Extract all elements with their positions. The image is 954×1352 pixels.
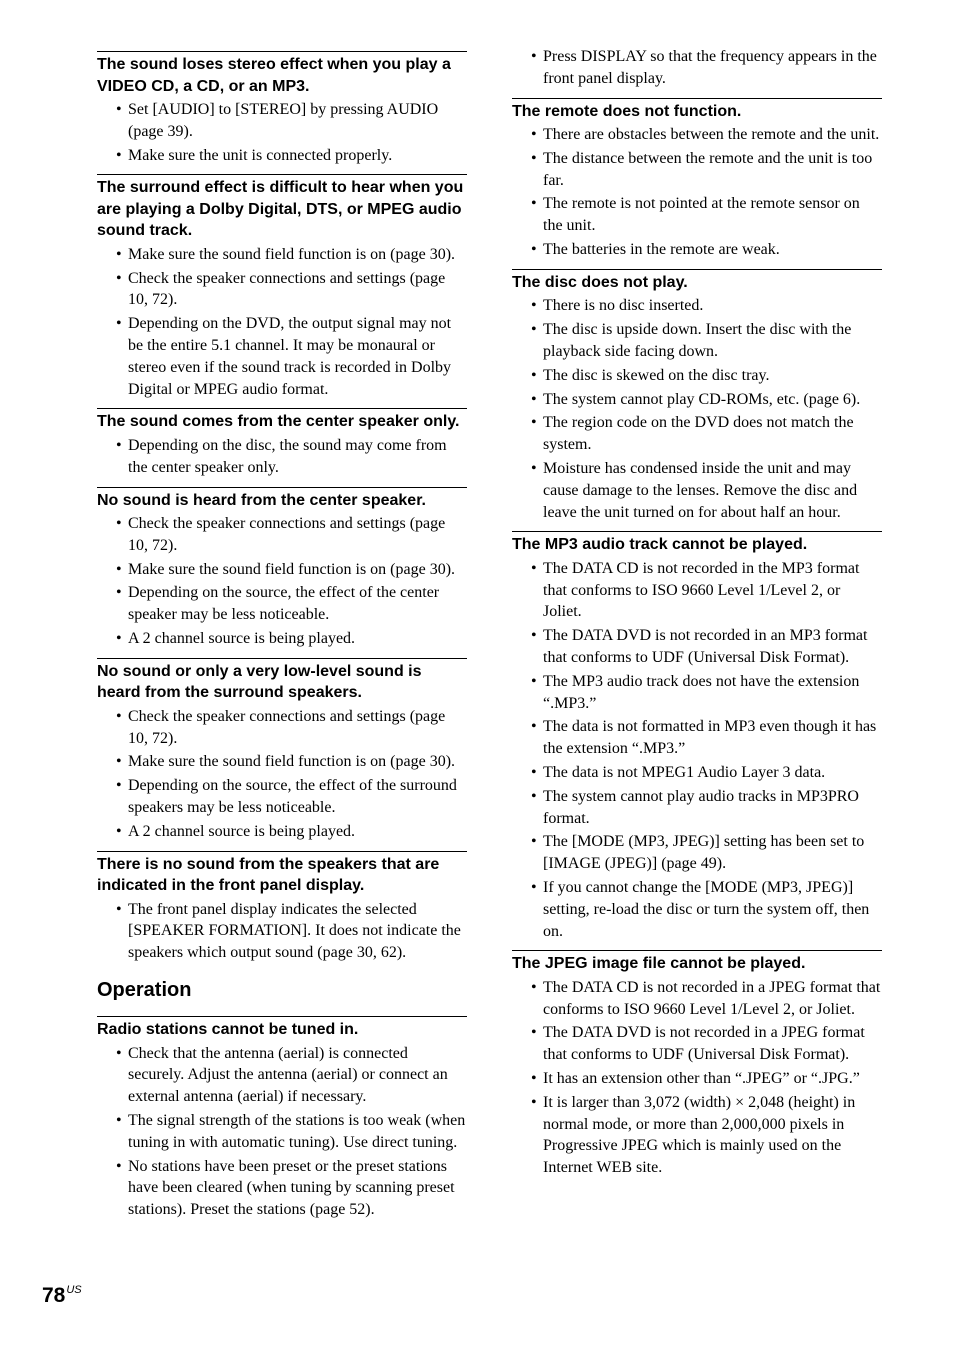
right-sections [512,98,882,1179]
bullet-item: • It has an extension other than “.JPEG” or “.JPG.” [512,1068,882,1090]
left-column [97,51,467,1229]
left-sections [97,51,467,964]
section-heading: No sound is heard from the center speaker. [97,491,426,509]
bullet-item: • Check the speaker connections and settings (page 10, 72). [97,706,467,750]
bullet-item: • If you cannot change the [MODE (MP3, JPEG)] setting, re-load the disc or turn the system off, then on. [512,877,882,942]
troubleshooting-section [97,1016,467,1221]
page-number-text: 78 [42,1284,66,1307]
troubleshooting-section [512,269,882,523]
troubleshooting-section [97,174,467,400]
bullet-list [97,435,467,479]
section-heading: The sound comes from the center speaker only. [97,413,460,431]
bullet-item: • The DATA CD is not recorded in a JPEG format that conforms to ISO 9660 Level 1/Level 2, or Joliet. [512,977,882,1021]
bullet-item: • The MP3 audio track does not have the extension “.MP3.” [512,671,882,715]
bullet-item: • The disc is skewed on the disc tray. [512,365,882,387]
bullet-item: • The DATA CD is not recorded in the MP3 format that conforms to ISO 9660 Level 1/Level 2, or Joliet. [512,558,882,623]
bullet-item: • The system cannot play CD-ROMs, etc. (page 6). [512,389,882,411]
page-number-suffix: US [66,1284,82,1296]
bullet-item: • There is no disc inserted. [512,295,882,317]
troubleshooting-section [512,98,882,261]
troubleshooting-section [97,51,467,166]
bullet-list [512,124,882,261]
troubleshooting-section [97,408,467,478]
bullet-item: • Make sure the unit is connected properly. [97,145,467,167]
section-heading: The JPEG image file cannot be played. [512,955,806,973]
operation-subheading: Operation [97,979,192,1002]
right-column [512,46,882,1187]
bullet-list [512,295,882,523]
bullet-item: • Depending on the source, the effect of the center speaker may be less noticeable. [97,582,467,626]
bullet-list [97,513,467,650]
bullet-item: • A 2 channel source is being played. [97,821,467,843]
bullet-item: • Check that the antenna (aerial) is connected securely. Adjust the antenna (aerial) or connect an external antenna (aerial) if necessary. [97,1043,467,1108]
bullet-list [97,244,467,401]
bullet-list [97,706,467,843]
bullet-item: • Make sure the sound field function is on (page 30). [97,559,467,581]
bullet-item: • Depending on the DVD, the output signal may not be the entire 5.1 channel. It may be monaural or stereo even if the sound track is recorded in Dolby Digital or MPEG audio format. [97,313,467,400]
bullet-item: • The disc is upside down. Insert the disc with the playback side facing down. [512,319,882,363]
section-heading: The sound loses stereo effect when you play a VIDEO CD, a CD, or an MP3. [97,56,451,95]
troubleshooting-section [97,487,467,650]
bullet-item: • The signal strength of the stations is too weak (when tuning in with automatic tuning). Use direct tuning. [97,1110,467,1154]
bullet-item: • Check the speaker connections and settings (page 10, 72). [97,268,467,312]
bullet-item: • The system cannot play audio tracks in MP3PRO format. [512,786,882,830]
bullet-item: • Moisture has condensed inside the unit and may cause damage to the lenses. Remove the disc and leave the unit turned on for about half an hour. [512,458,882,523]
troubleshooting-section [512,950,882,1179]
operation-sections [97,1016,467,1221]
bullet-item: • Depending on the source, the effect of the surround speakers may be less noticeable. [97,775,467,819]
bullet-item: • Press DISPLAY so that the frequency appears in the front panel display. [512,46,882,90]
section-heading: The surround effect is difficult to hear when you are playing a Dolby Digital, DTS, or MPEG audio sound track. [97,179,464,240]
bullet-item: • There are obstacles between the remote and the unit. [512,124,882,146]
troubleshooting-section [97,851,467,964]
bullet-item: • Set [AUDIO] to [STEREO] by pressing AUDIO (page 39). [97,99,467,143]
bullet-list [97,1043,467,1221]
bullet-item: • Make sure the sound field function is on (page 30). [97,751,467,773]
bullet-item: • The [MODE (MP3, JPEG)] setting has been set to [IMAGE (JPEG)] (page 49). [512,831,882,875]
bullet-item: • A 2 channel source is being played. [97,628,467,650]
section-heading: The remote does not function. [512,102,742,120]
bullet-item: • Make sure the sound field function is on (page 30). [97,244,467,266]
intro-list [512,46,882,90]
bullet-item: • Check the speaker connections and settings (page 10, 72). [97,513,467,557]
troubleshooting-section [97,658,467,843]
bullet-list [97,99,467,166]
bullet-list [97,899,467,964]
section-heading: The disc does not play. [512,273,688,291]
bullet-item: • It is larger than 3,072 (width) × 2,048 (height) in normal mode, or more than 2,000,000 pixels in Progressive JPEG which is mainly used on the Internet WEB site. [512,1092,882,1179]
bullet-list [512,558,882,943]
bullet-item: • The remote is not pointed at the remote sensor on the unit. [512,193,882,237]
bullet-item: • Depending on the disc, the sound may come from the center speaker only. [97,435,467,479]
section-heading: Radio stations cannot be tuned in. [97,1021,359,1039]
bullet-item: • No stations have been preset or the preset stations have been cleared (when tuning by scanning preset stations). Preset the stations (page 52). [97,1156,467,1221]
page-number [42,1284,82,1308]
bullet-item: • The DATA DVD is not recorded in an MP3 format that conforms to UDF (Universal Disk Format). [512,625,882,669]
troubleshooting-section [512,531,882,942]
section-heading: No sound or only a very low-level sound is heard from the surround speakers. [97,662,422,702]
bullet-item: • The distance between the remote and the unit is too far. [512,148,882,192]
bullet-item: • The batteries in the remote are weak. [512,239,882,261]
section-heading: The MP3 audio track cannot be played. [512,536,808,554]
bullet-item: • The front panel display indicates the selected [SPEAKER FORMATION]. It does not indicate the speakers which output sound (page 30, 62). [97,899,467,964]
bullet-item: • The data is not MPEG1 Audio Layer 3 data. [512,762,882,784]
bullet-list [512,977,882,1179]
section-heading: There is no sound from the speakers that are indicated in the front panel display. [97,855,440,895]
bullet-item: • The DATA DVD is not recorded in a JPEG format that conforms to UDF (Universal Disk Format). [512,1022,882,1066]
bullet-item: • The region code on the DVD does not match the system. [512,412,882,456]
bullet-item: • The data is not formatted in MP3 even though it has the extension “.MP3.” [512,716,882,760]
